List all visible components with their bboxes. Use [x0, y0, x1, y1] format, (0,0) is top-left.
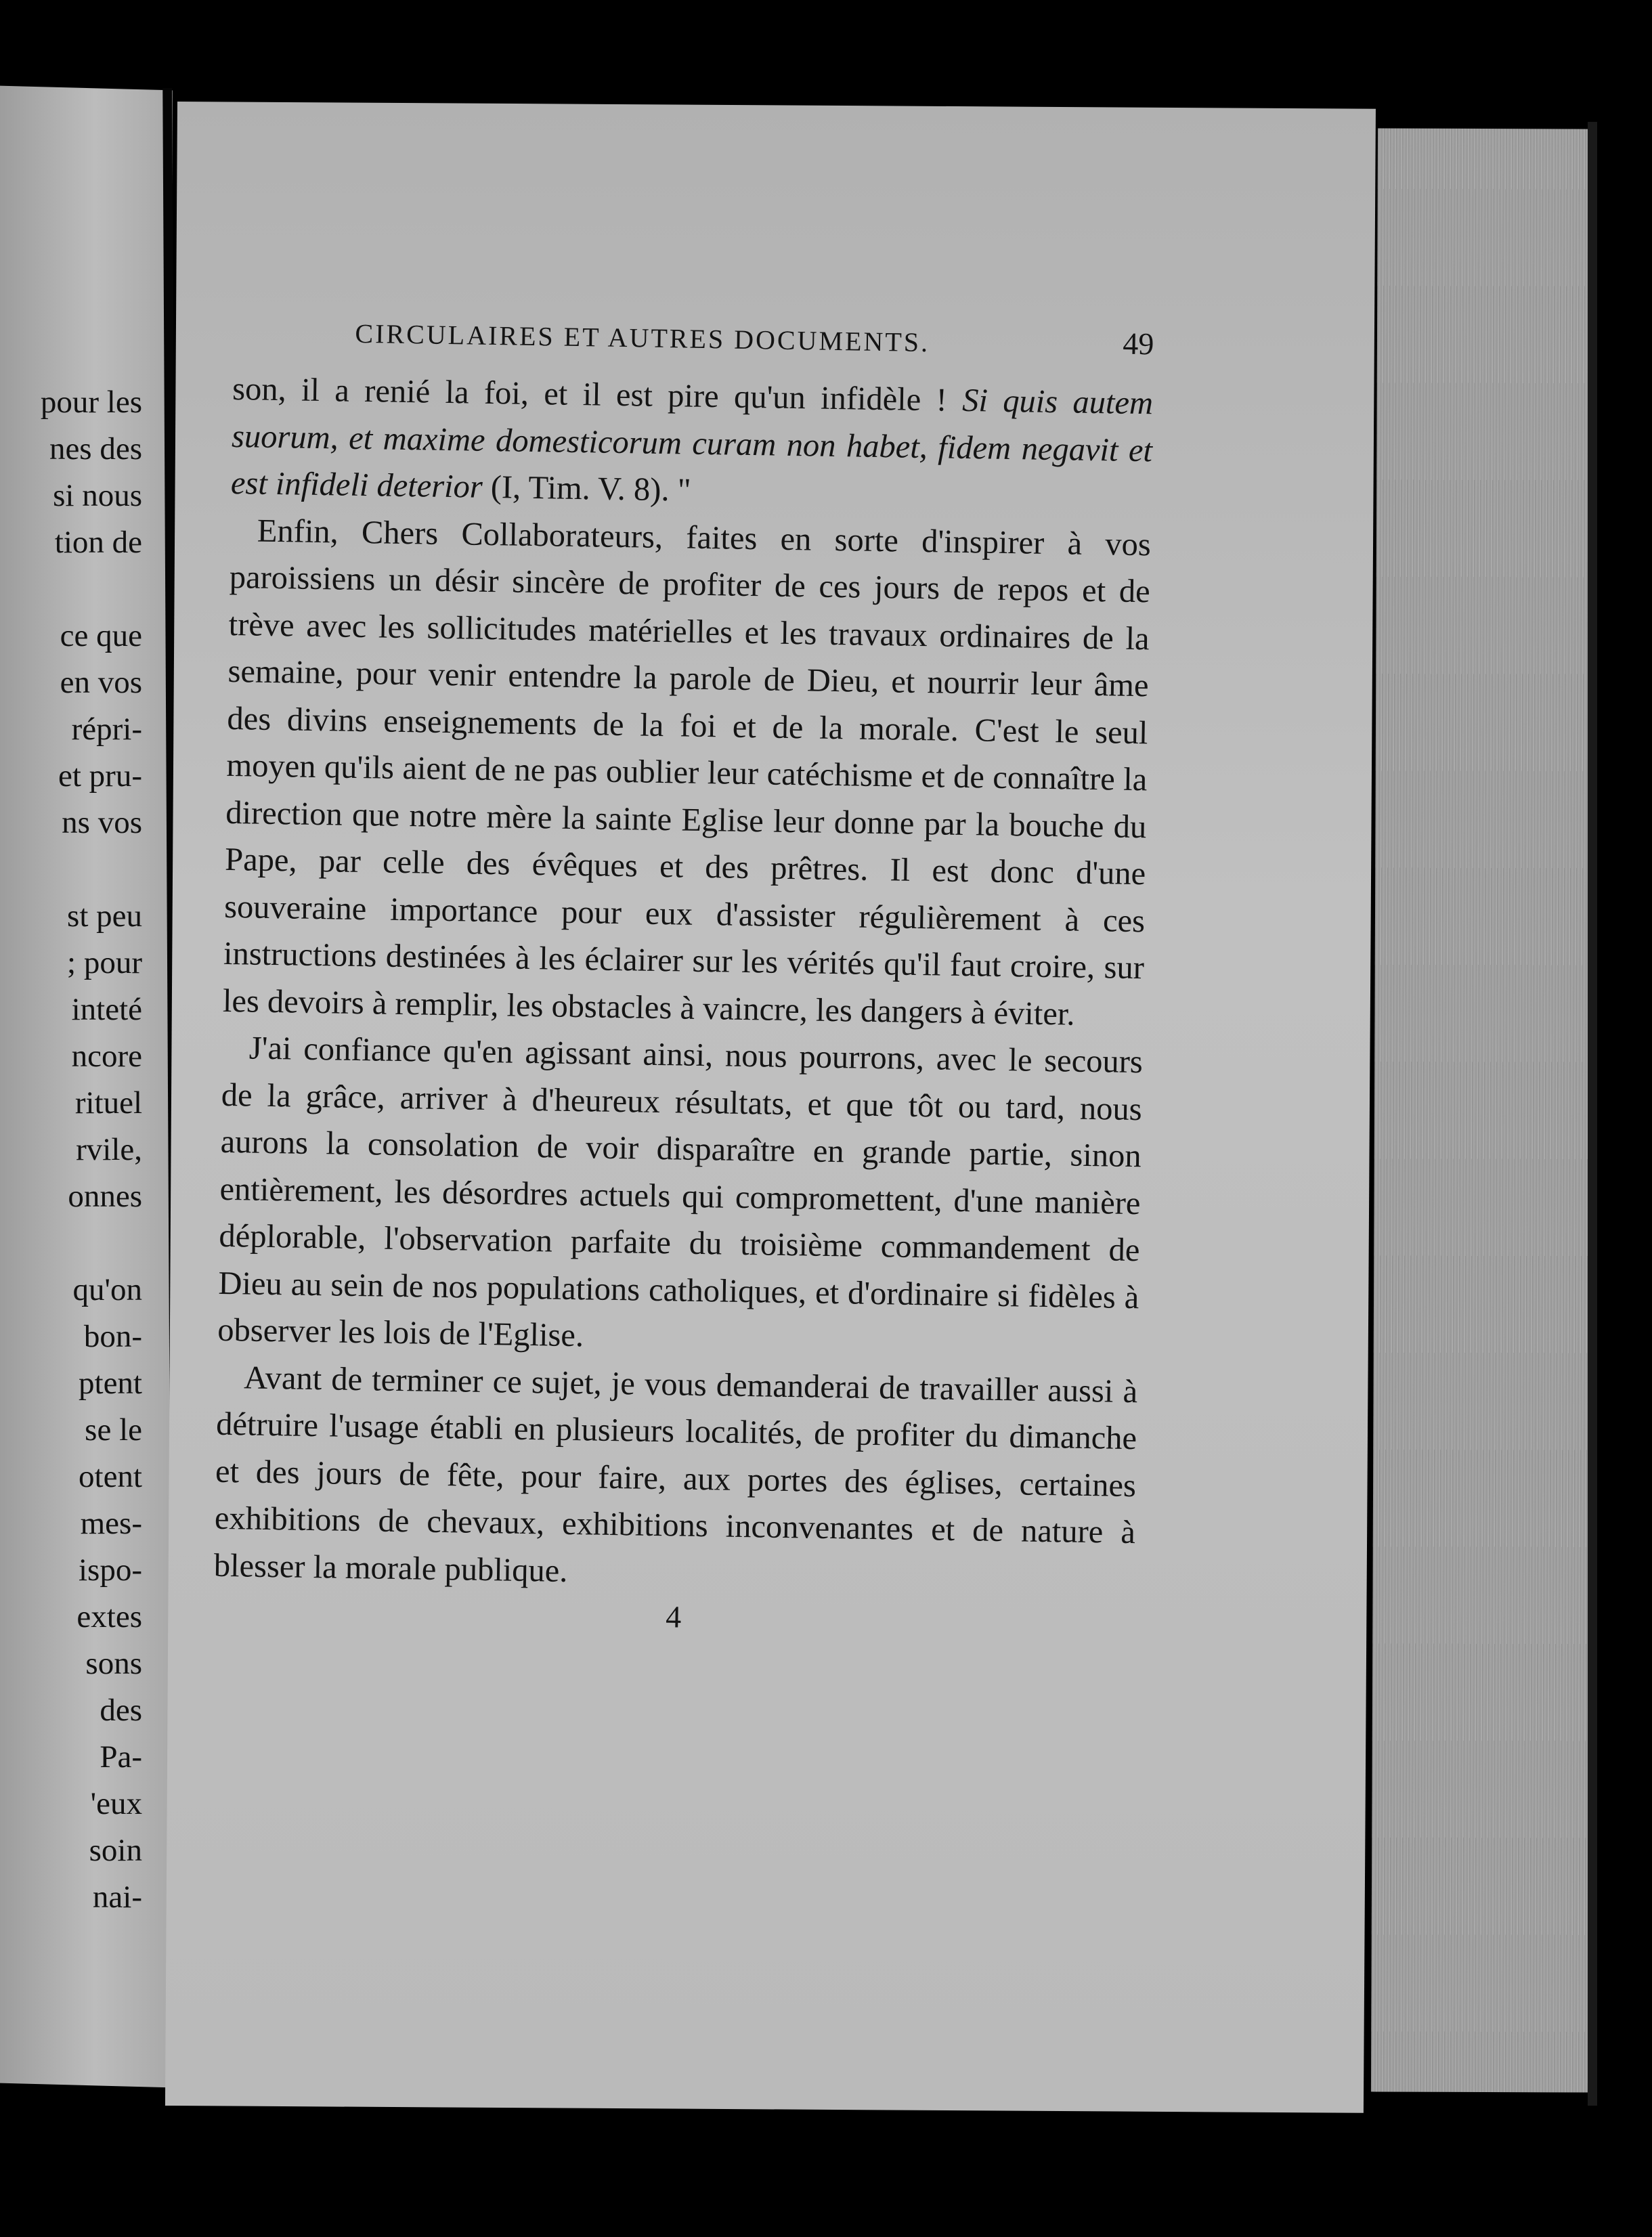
- paragraph: Avant de terminer ce sujet, je vous demanderai de travailler aussi à détruire l'usage établi en plusieurs localités, de profiter du dimanche et des jours de fête, pour faire, aux portes des églises, certaines exhibitions de chevaux, exhibitions inconvenantes et de nature à blesser la morale publique.: [213, 1359, 1138, 1589]
- facing-line: onnes: [68, 1179, 142, 1214]
- body-text: [213, 366, 1153, 1603]
- page-content: [213, 311, 1154, 1642]
- facing-line: sons: [85, 1646, 142, 1681]
- page-number: 49: [1123, 326, 1154, 362]
- paragraph-continued: [230, 366, 1153, 521]
- facing-line: st peu: [67, 898, 142, 934]
- facing-line: nai-: [92, 1880, 142, 1915]
- page-edge-shadow: [1588, 122, 1597, 2106]
- facing-page-text: [0, 379, 142, 1921]
- facing-line: 'eux: [90, 1786, 142, 1821]
- facing-line: ispo-: [79, 1552, 142, 1588]
- facing-line: ; pour: [67, 945, 142, 980]
- facing-line: inteté: [71, 992, 142, 1027]
- facing-line: mes-: [80, 1506, 142, 1541]
- running-head-title: CIRCULAIRES ET AUTRES DOCUMENTS.: [355, 318, 930, 358]
- facing-line: Pa-: [100, 1739, 142, 1775]
- facing-line: qu'on: [72, 1272, 142, 1307]
- paragraph-text: son, il a renié la foi, et il est pire qu'un infidèle !: [232, 370, 948, 418]
- facing-gap: [0, 846, 142, 893]
- citation: (I, Tim. V. 8). ": [490, 469, 691, 508]
- facing-gap: [0, 566, 142, 613]
- facing-line: nes des: [49, 431, 142, 466]
- facing-line: rituel: [74, 1085, 142, 1121]
- facing-line: en vos: [60, 665, 142, 700]
- page-edges: [1371, 128, 1594, 2092]
- latin-quotation: Si quis autem suorum, et maxime domesticorum curam non habet, fidem negavit et est infideli deterior: [230, 382, 1154, 505]
- facing-line: se le: [85, 1412, 142, 1448]
- facing-gap: [0, 1220, 142, 1267]
- facing-line: rvile,: [76, 1132, 142, 1167]
- facing-line: ce que: [60, 618, 142, 653]
- paragraph: J'ai confiance qu'en agissant ainsi, nous pourrons, avec le secours de la grâce, arriver à d'heureux résultats, et que tôt ou tard, nous aurons la consolation de voir disparaître en grande partie, sinon entièrement, les désordres actuels qui compromettent, d'une manière déplorable, l'observation parfaite du troisième commandement de Dieu au sein de nos populations catholiques, et d'ordinaire si fidèles à observer les lois de l'Eglise.: [217, 1030, 1144, 1354]
- paragraph: Enfin, Chers Collaborateurs, faites en sorte d'inspirer à vos paroissiens un désir sincère de profiter de ces jours de repos et de trève avec les sollicitudes matérielles et les travaux ordinaires de la semaine, pour venir entendre la parole de Dieu, et nourrir leur âme des divins enseignements de la foi et de la morale. C'est le seul moyen qu'ils aient de ne pas oublier leur catéchisme et de connaître la direction que notre mère la sainte Eglise leur donne par la bouche du Pape, par celle des évêques et des prêtres. Il est donc d'une souveraine importance pour eux d'assister régulièrement à ces instructions destinées à les éclairer sur les vérités qu'il faut croire, sur les devoirs à remplir, les obstacles à vaincre, les dangers à éviter.: [222, 513, 1152, 1033]
- facing-line: bon-: [83, 1319, 142, 1354]
- facing-line: répri-: [71, 712, 142, 747]
- signature-mark: 4: [665, 1599, 682, 1634]
- facing-line: ncore: [71, 1039, 142, 1074]
- facing-line: extes: [77, 1599, 142, 1634]
- facing-line: ns vos: [62, 805, 142, 840]
- facing-line: ptent: [79, 1366, 142, 1401]
- facing-line: tion de: [54, 525, 142, 560]
- facing-line: et pru-: [58, 758, 142, 794]
- facing-line: soin: [89, 1833, 142, 1868]
- facing-line: si nous: [53, 478, 142, 513]
- facing-line: des: [100, 1693, 142, 1728]
- facing-line: otent: [79, 1459, 142, 1494]
- facing-line: pour les: [40, 385, 142, 420]
